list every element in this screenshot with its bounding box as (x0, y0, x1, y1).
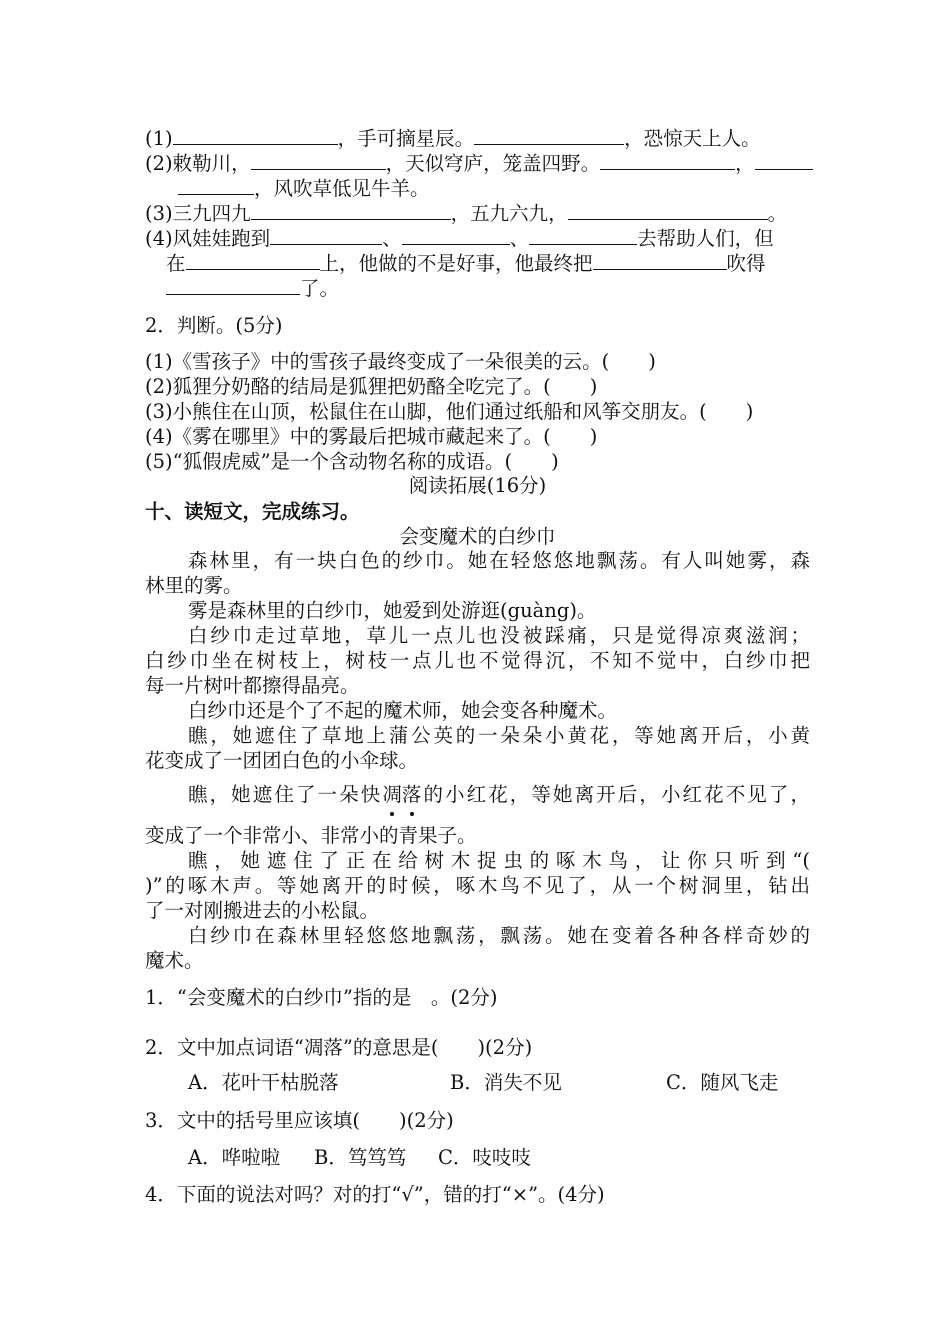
answer-blank[interactable] (755, 150, 813, 170)
passage-line: 白纱巾走过草地，草儿一点儿也没被踩痛，只是觉得凉爽滋润； (188, 624, 810, 647)
answer-blank[interactable] (186, 250, 320, 270)
fill-q4-text: 在 (166, 252, 186, 275)
passage-text: 的小红花，等她离开后，小红花不见了， (421, 783, 810, 806)
fill-q2-text: ，风吹草低见牛羊。 (254, 177, 430, 200)
emphasis-word (402, 782, 422, 807)
passage-line: 了一对刚搬进去的小松鼠。 (145, 899, 380, 922)
fill-q3-text: 。 (767, 202, 788, 225)
emphasis-dot (410, 812, 414, 816)
passage-line: 白纱巾还是个了不起的魔术师，她会变各种魔术。 (188, 699, 618, 722)
answer-blank[interactable] (529, 225, 637, 245)
question-3: 3．文中的括号里应该填( )(2分) (145, 1109, 454, 1132)
answer-blank[interactable] (474, 125, 624, 145)
passage-line: 瞧，她遮住了正在给树木捉虫的啄木鸟，让你只听到“( (188, 849, 810, 872)
fill-q4-label: (4)风娃娃跑到 (145, 227, 271, 250)
judge-item: (2)狐狸分奶酪的结局是狐狸把奶酪全吃完了。( ) (145, 375, 598, 398)
option-c[interactable]: C．随风飞走 (666, 1071, 779, 1094)
answer-blank[interactable] (251, 200, 451, 220)
fill-q4-text: 上，他做的不是好事，他最终把 (319, 252, 593, 275)
fill-q3-label: (3)三九四九 (145, 202, 251, 225)
option-b[interactable]: B．笃笃笃 (314, 1146, 407, 1169)
passage-line: 瞧，她遮住了草地上蒲公英的一朵朵小黄花，等她离开后，小黄 (188, 724, 810, 747)
fill-q1 (145, 125, 810, 151)
fill-q2-cont (178, 175, 810, 201)
answer-blank[interactable] (251, 150, 386, 170)
option-c[interactable]: C．吱吱吱 (438, 1146, 531, 1169)
passage-text: 瞧，她遮住了一朵快 (188, 783, 383, 806)
option-a[interactable]: A．哗啦啦 (188, 1146, 281, 1169)
fill-q2-text: ，天似穹庐，笼盖四野。 (385, 152, 601, 175)
passage-line: 林里的雾。 (145, 574, 243, 597)
passage-line: 白纱巾坐在树枝上，树枝一点儿也不觉得沉，不知不觉中，白纱巾把 (145, 649, 810, 672)
judge-item: (1)《雪孩子》中的雪孩子最终变成了一朵很美的云。( ) (145, 350, 656, 373)
judge-item: (3)小熊住在山顶，松鼠住在山脚，他们通过纸船和风筝交朋友。( ) (145, 400, 754, 423)
passage-line: 每一片树叶都擦得晶亮。 (145, 674, 360, 697)
emphasis-dot (390, 812, 394, 816)
emphasis-char: 凋 (382, 783, 402, 806)
answer-blank[interactable] (600, 150, 735, 170)
fill-q4-cont2 (166, 275, 810, 301)
fill-q4-text: 、 (382, 227, 402, 250)
question-1: 1．“会变魔术的白纱巾”指的是 。(2分) (145, 986, 498, 1009)
answer-blank[interactable] (568, 200, 768, 220)
passage-line (188, 782, 810, 807)
fill-q1-label: (1) (145, 127, 173, 150)
fill-q4-text: 吹得 (726, 252, 766, 275)
fill-q3 (145, 200, 810, 226)
question-4: 4．下面的说法对吗？对的打“√”，错的打“×”。(4分) (145, 1183, 605, 1206)
passage-line: 白纱巾在森林里轻悠悠地飘荡，飘荡。她在变着各种各样奇妙的 (188, 924, 810, 947)
question-ten-heading: 十、读短文，完成练习。 (145, 500, 360, 523)
passage-line: 森林里，有一块白色的纱巾。她在轻悠悠地飘荡。有人叫她雾，森 (188, 549, 810, 572)
fill-q4-text: 去帮助人们，但 (637, 227, 774, 250)
answer-blank[interactable] (402, 225, 510, 245)
answer-blank[interactable] (270, 225, 382, 245)
question-2: 2．文中加点词语“凋落”的意思是( )(2分) (145, 1036, 533, 1059)
answer-blank[interactable] (173, 125, 338, 145)
option-a[interactable]: A．花叶干枯脱落 (188, 1071, 339, 1094)
judge-item: (4)《雾在哪里》中的雾最后把城市藏起来了。( ) (145, 425, 598, 448)
passage-line: 变成了一个非常小、非常小的青果子。 (145, 824, 477, 847)
fill-q2 (145, 150, 810, 176)
option-b[interactable]: B．消失不见 (450, 1071, 562, 1094)
fill-q4-text: 、 (509, 227, 530, 250)
fill-q4 (145, 225, 810, 251)
answer-blank[interactable] (166, 275, 300, 295)
answer-blank[interactable] (593, 250, 727, 270)
passage-line: 雾是森林里的白纱巾，她爱到处游逛(guàng)。 (188, 599, 597, 622)
emphasis-char: 落 (401, 783, 422, 806)
fill-q1-text: ，恐惊天上人。 (624, 127, 761, 150)
passage-line: 花变成了一团团白色的小伞球。 (145, 749, 419, 772)
fill-q3-text: ，五九六九， (450, 202, 568, 225)
question-2-options (188, 1070, 853, 1095)
emphasis-word (382, 782, 402, 807)
passage-line: 魔术。 (145, 949, 204, 972)
judge-item: (5)“狐假虎威”是一个含动物名称的成语。( ) (145, 450, 559, 473)
fill-q4-cont (166, 250, 810, 276)
fill-q4-text: 了。 (300, 277, 340, 300)
judge-title: 2．判断。(5分) (145, 314, 283, 337)
fill-q2-label: (2)敕勒川， (145, 152, 251, 175)
passage-title: 会变魔术的白纱巾 (399, 525, 556, 548)
answer-blank[interactable] (178, 175, 254, 195)
passage-line: )”的啄木声。等她离开的时候，啄木鸟不见了，从一个树洞里，钻出 (145, 874, 810, 897)
question-3-options (188, 1145, 853, 1170)
fill-q1-text: ，手可摘星辰。 (337, 127, 475, 150)
section-title: 阅读拓展(16分) (408, 474, 547, 497)
fill-q2-text: ， (735, 152, 755, 175)
